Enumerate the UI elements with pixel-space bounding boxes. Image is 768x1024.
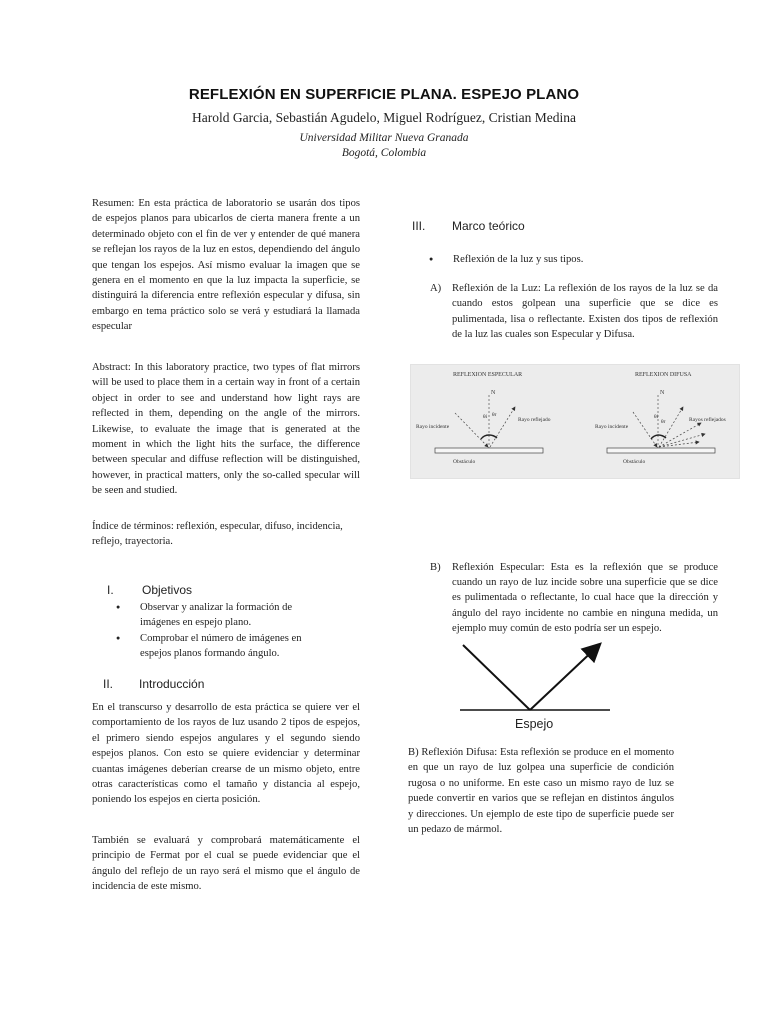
specular-obstacle-label: Obstáculo: [453, 459, 476, 465]
specular-title: REFLEXION ESPECULAR: [453, 372, 523, 378]
diffuse-reflected-label: Rayos reflejados: [689, 417, 726, 423]
reflection-types-figure: [410, 364, 740, 479]
university: Universidad Militar Nueva Granada: [299, 132, 469, 144]
list-item: ● Comprobar el número de imágenes en espejos planos formando ángulo.: [116, 631, 320, 662]
diffuse-surface: [607, 448, 715, 453]
introduccion-paragraph-1: En el transcurso y desarrollo de esta práctica se quiere ver el comportamiento de los rayos de luz usando 2 tipos de espejos, el primero siendo espejos angulares y el segundo siendo espejos planos. Con esto se quiere evidenciar y determinar cuantas imágenes deberían crearse de un mismo objeto, entre otras características como el tamaño y distancia al espejo, poniendo los espejos en cierta posición.: [92, 702, 360, 806]
index-terms: Índice de términos: reflexión, especular, difuso, incidencia, reflejo, trayectoria.: [92, 521, 343, 548]
diffuse-incidence-arc: [651, 435, 658, 439]
resumen-paragraph: [92, 196, 360, 335]
specular-reflected-label: Rayo reflejado: [518, 417, 551, 423]
mirror-incident-ray: [463, 645, 530, 710]
section-number: I.: [107, 583, 114, 597]
specular-theta-r: θr: [492, 412, 497, 418]
item-letter: A): [430, 283, 442, 294]
reflection-types-diagram: [411, 365, 739, 478]
marco-item-a: [408, 281, 718, 343]
marco-bullet-list: [429, 252, 679, 267]
item-letter: B): [430, 561, 441, 573]
city: Bogotá, Colombia: [341, 147, 427, 159]
item-text: Reflexión de la Luz: La reflexión de los rayos de la luz se da cuando estos golpean una superficie que se dice es pulimentada, lisa o reflectante. Existen dos tipos de reflexión de la luz las cuales son Especular y Difusa.: [452, 283, 718, 341]
diffuse-theta-i: θi: [654, 414, 659, 420]
abstract-paragraph: Abstract: In this laboratory practice, two types of flat mirrors will be used to place them in a certain way in front of a certain object in order to see and understand how light rays are reflected in them, depending on the angle of the mirrors. Likewise, to evaluate the image that is generated at the moment in which the light hits the surface, the difference between specular and diffuse reflection will be distinguished, however, in practical matters, only the so-called specular will be seen and studied.: [92, 362, 360, 497]
specular-incidence-arc: [481, 435, 489, 439]
mirror-reflected-ray: [530, 645, 599, 710]
list-item: ● Reflexión de la luz y sus tipos.: [429, 252, 679, 267]
objetivos-list: [116, 600, 320, 662]
resumen-text: En esta práctica de laboratorio se usarán dos tipos de espejos planos para ubicarlos de cierta manera frente a un determinado objeto con el fin de ver y entender de qué manera se reflejan los rayos de la luz en estos, dependiendo del ángulo que tengan los espejos. Así mismo evaluar la imagen que se genera en el momento en que la luz impacta la superficie, se distinguirá la diferencia entre reflexión especular y difusa, sin embargo en tema práctico solo se verá y estudiará la llamada especular: [92, 198, 360, 333]
section-title: Objetivos: [142, 583, 193, 597]
diffuse-reflected-ray-4: [659, 442, 699, 447]
specular-surface: [435, 448, 543, 453]
paper-title: REFLEXIÓN EN SUPERFICIE PLANA. ESPEJO PLANO: [188, 86, 580, 103]
diffuse-reflection-arc: [658, 435, 666, 438]
section-number: III.: [412, 219, 426, 233]
resumen-label: Resumen:: [92, 198, 135, 209]
diffuse-reflected-ray-2: [659, 423, 701, 447]
specular-incident-label: Rayo incidente: [416, 424, 450, 430]
section-marco-heading: [412, 219, 525, 233]
item-text: Reflexión Especular: Esta es la reflexión que se produce cuando un rayo de luz incide sobre una superficie que se dice es pulimentada o reflectante, lo cual hace que la dirección y ángulo del rayo incidente no cambie en ninguna medida, un ejemplo muy común de esto podría ser un espejo.: [452, 561, 718, 635]
mirror-label: Espejo: [515, 717, 554, 731]
section-title: Marco teórico: [452, 219, 525, 233]
specular-reflection-arc: [489, 435, 497, 438]
marco-item-b: [408, 560, 718, 637]
diffuse-theta-r: θr: [661, 419, 666, 425]
diffuse-title: REFLEXION DIFUSA: [635, 372, 692, 378]
diffuse-normal-label: N: [660, 390, 665, 396]
section-objetivos-heading: [107, 583, 192, 597]
paper-authors: Harold Garcia, Sebastián Agudelo, Miguel Rodríguez, Cristian Medina: [192, 110, 576, 125]
affiliation: [0, 131, 768, 161]
section-introduccion-heading: [103, 677, 204, 691]
introduccion-paragraph-2: También se evaluará y comprobará matemáticamente el principio de Fermat por el cual se puede evidenciar que el ángulo del reflejo de un rayo será el mismo que el ángulo de incidencia de este mismo.: [92, 835, 360, 893]
list-item: ● Observar y analizar la formación de imágenes en espejo plano.: [116, 600, 320, 631]
specular-normal-label: N: [491, 390, 496, 396]
diffuse-incident-label: Rayo incidente: [595, 424, 629, 430]
mirror-figure: [460, 635, 620, 735]
section-number: II.: [103, 677, 114, 691]
difusa-paragraph: B) Reflexión Difusa: Esta reflexión se produce en el momento en que un rayo de luz golpea una superficie de condición rugosa o no uniforme. En este caso un mismo rayo de luz se puede convertir en varios que se reflejan en distintos ángulos y direcciones. Un ejemplo de este tipo de superficie puede ser un pedazo de mármol.: [408, 747, 674, 836]
specular-theta-i: θi: [483, 414, 488, 420]
diffuse-obstacle-label: Obstáculo: [623, 459, 646, 465]
section-title: Introducción: [139, 677, 205, 691]
